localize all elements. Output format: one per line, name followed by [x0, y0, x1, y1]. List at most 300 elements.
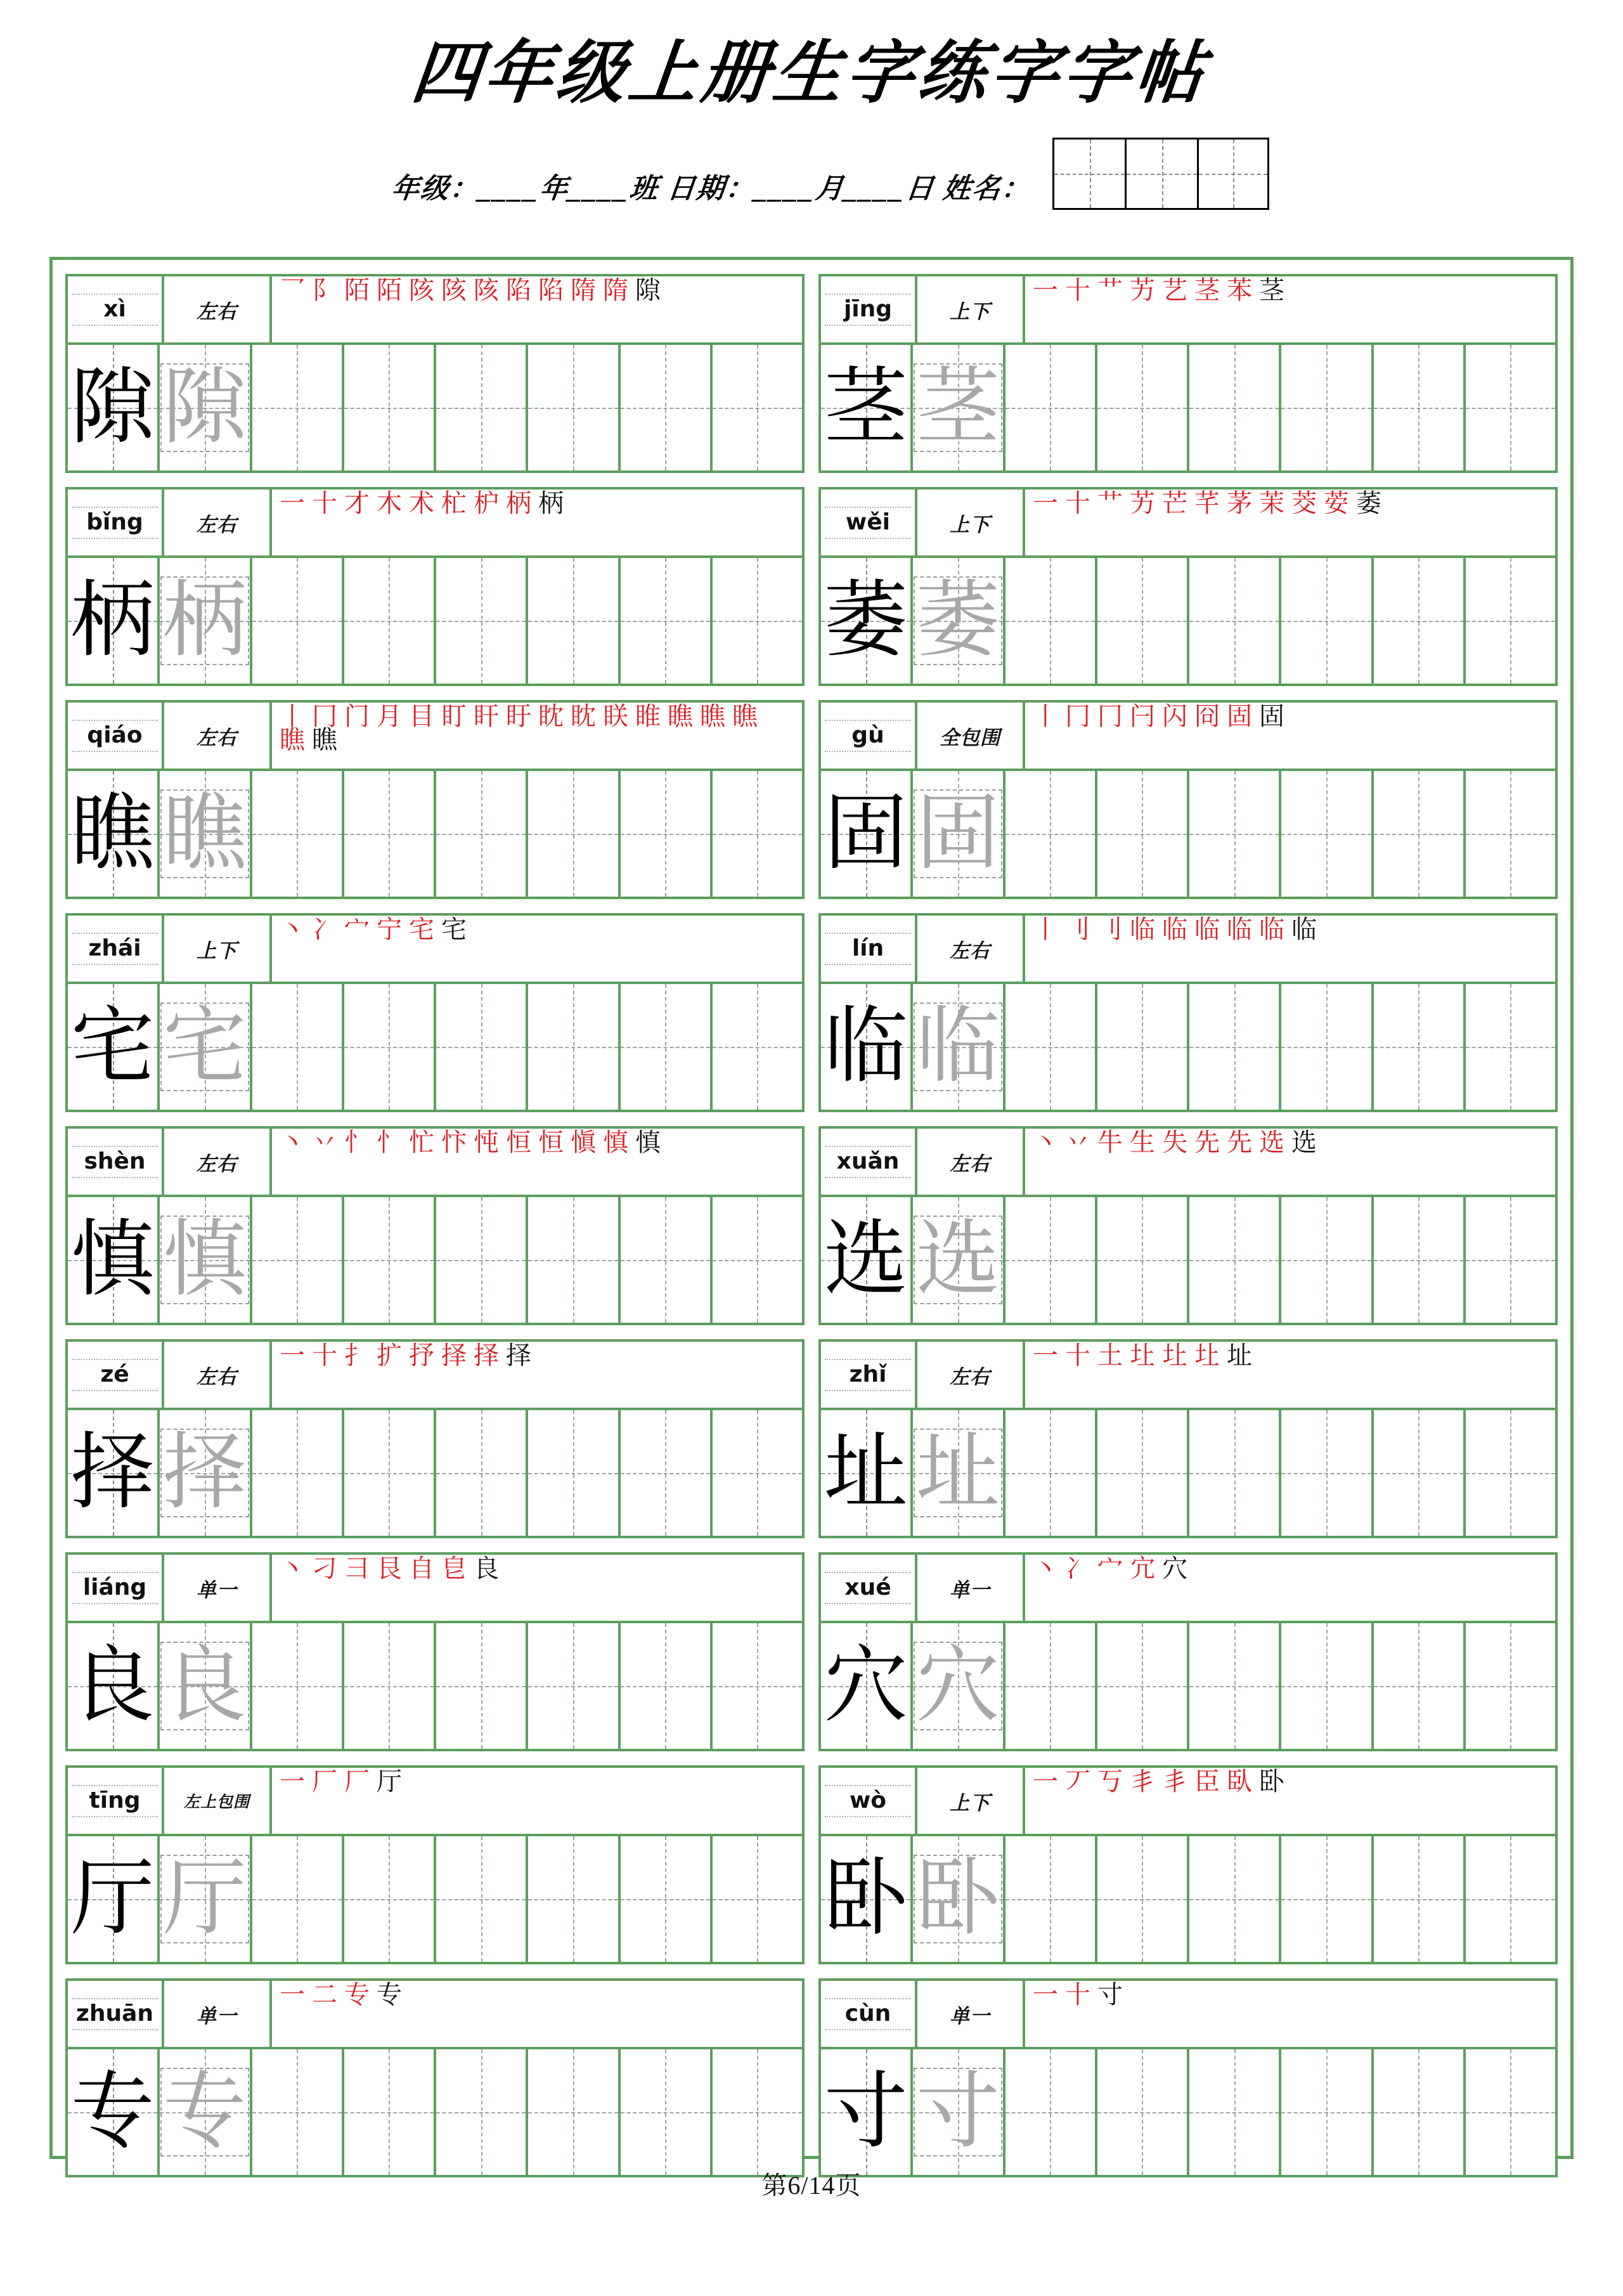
cell-guide-horizontal: [1466, 1260, 1555, 1261]
blank-practice-cell[interactable]: [252, 1623, 344, 1749]
stroke-step: 盱: [506, 703, 531, 730]
model-character: 临: [824, 1000, 908, 1093]
stroke-order-cell: [272, 1555, 802, 1621]
trace-character-cell[interactable]: [913, 984, 1005, 1110]
model-character-cell: [68, 2049, 160, 2175]
blank-practice-cell[interactable]: [713, 558, 802, 684]
trace-character-cell[interactable]: [160, 2049, 252, 2175]
blank-practice-cell[interactable]: [1005, 984, 1097, 1110]
cell-guide-horizontal: [1189, 621, 1279, 622]
cell-guide-horizontal: [1466, 621, 1555, 622]
cell-guide-vertical: [1326, 1836, 1328, 1962]
pinyin-guide-line: [72, 294, 158, 295]
blank-practice-cell[interactable]: [1005, 1623, 1097, 1749]
pinyin-text: xì: [103, 296, 126, 322]
model-character: 寸: [824, 2065, 908, 2158]
practice-row: [821, 1410, 1555, 1536]
blank-practice-cell[interactable]: [1097, 1623, 1189, 1749]
cell-guide-vertical: [1142, 345, 1143, 470]
trace-character-cell[interactable]: [913, 1197, 1005, 1323]
stroke-step: 丆: [1065, 1768, 1090, 1796]
cell-guide-horizontal: [252, 2112, 342, 2113]
character-header: [821, 1342, 1555, 1410]
stroke-step: 丶: [1033, 1555, 1058, 1583]
pinyin-text: wěi: [845, 509, 890, 535]
cell-guide-vertical: [389, 771, 390, 897]
cell-guide-vertical: [297, 1197, 298, 1323]
trace-character: 选: [915, 1213, 1000, 1306]
stroke-step: 忄: [377, 1129, 402, 1157]
blank-practice-cell[interactable]: [1097, 984, 1189, 1110]
blank-practice-cell[interactable]: [713, 1836, 802, 1962]
blank-practice-cell[interactable]: [621, 558, 713, 684]
cell-guide-horizontal: [1466, 1899, 1555, 1900]
stroke-step: 临: [1194, 916, 1220, 944]
blank-practice-cell[interactable]: [1097, 558, 1189, 684]
blank-practice-cell[interactable]: [1097, 1197, 1189, 1323]
model-character: 址: [824, 1426, 908, 1519]
trace-character: 慎: [162, 1213, 247, 1306]
stroke-step: 瞧: [700, 703, 725, 730]
cell-guide-vertical: [1050, 1836, 1051, 1962]
pinyin-guide-line: [825, 1816, 911, 1817]
blank-practice-cell[interactable]: [252, 558, 344, 684]
cell-guide-horizontal: [1466, 1473, 1555, 1474]
blank-practice-cell[interactable]: [1281, 1410, 1373, 1536]
stroke-step: 陔: [441, 276, 467, 304]
blank-practice-cell[interactable]: [1189, 984, 1281, 1110]
cell-guide-vertical: [1510, 2049, 1511, 2175]
blank-practice-cell[interactable]: [1005, 2049, 1097, 2175]
trace-character-cell[interactable]: [160, 1410, 252, 1536]
blank-practice-cell[interactable]: [1466, 771, 1555, 897]
cell-guide-vertical: [1050, 1410, 1051, 1536]
blank-practice-cell[interactable]: [436, 771, 528, 897]
blank-practice-cell[interactable]: [1374, 1410, 1466, 1536]
stroke-step: 茭: [1291, 490, 1317, 517]
blank-practice-cell[interactable]: [1281, 1623, 1373, 1749]
cell-guide-vertical: [1142, 1197, 1143, 1323]
blank-practice-cell[interactable]: [1097, 1410, 1189, 1536]
blank-practice-cell[interactable]: [1281, 984, 1373, 1110]
blank-practice-cell[interactable]: [1189, 2049, 1281, 2175]
stroke-step: 术: [409, 490, 434, 517]
model-character-cell: [821, 1623, 913, 1749]
cell-guide-horizontal: [1281, 834, 1371, 835]
structure-label: 左上包围: [164, 1768, 272, 1834]
blank-practice-cell[interactable]: [1281, 1836, 1373, 1962]
stroke-step: 陌: [344, 276, 370, 304]
blank-practice-cell[interactable]: [621, 2049, 713, 2175]
stroke-order-cell: [1025, 1981, 1555, 2047]
blank-practice-cell[interactable]: [1281, 558, 1373, 684]
pinyin-text: qiáo: [87, 722, 143, 748]
blank-practice-cell[interactable]: [1374, 1197, 1466, 1323]
cell-guide-horizontal: [621, 2112, 710, 2113]
blank-practice-cell[interactable]: [1189, 1410, 1281, 1536]
blank-practice-cell[interactable]: [528, 345, 620, 470]
blank-practice-cell[interactable]: [713, 1410, 802, 1536]
blank-practice-cell[interactable]: [1374, 345, 1466, 470]
trace-character-cell[interactable]: [160, 558, 252, 684]
cell-guide-vertical: [1418, 1623, 1419, 1749]
cell-guide-horizontal: [436, 1047, 526, 1048]
cell-guide-vertical: [389, 1410, 390, 1536]
practice-row: [68, 984, 802, 1110]
trace-character-cell[interactable]: [160, 984, 252, 1110]
stroke-step: 十: [1065, 1981, 1090, 2009]
pinyin-guide-line: [72, 1146, 158, 1147]
stroke-step: 一: [1033, 1981, 1058, 2009]
trace-character-cell[interactable]: [913, 558, 1005, 684]
blank-practice-cell[interactable]: [621, 1836, 713, 1962]
stroke-step: 固: [1227, 703, 1252, 730]
blank-practice-cell[interactable]: [1466, 1623, 1555, 1749]
trace-character-cell[interactable]: [160, 1623, 252, 1749]
practice-row: [68, 2049, 802, 2175]
name-grid-cell[interactable]: [1052, 138, 1125, 210]
blank-practice-cell[interactable]: [344, 345, 436, 470]
stroke-step: 冫: [1065, 1555, 1090, 1583]
blank-practice-cell[interactable]: [1281, 771, 1373, 897]
model-character: 穴: [824, 1639, 908, 1732]
worksheet-frame: [49, 257, 1574, 2159]
stroke-order-cell: [272, 1981, 802, 2047]
cell-guide-vertical: [757, 984, 758, 1110]
trace-character-cell[interactable]: [160, 1836, 252, 1962]
character-row-厅: [65, 1765, 805, 1964]
stroke-order-cell: [272, 276, 802, 342]
blank-practice-cell[interactable]: [1189, 771, 1281, 897]
blank-practice-cell[interactable]: [1281, 345, 1373, 470]
cell-guide-horizontal: [528, 1260, 618, 1261]
blank-practice-cell[interactable]: [344, 2049, 436, 2175]
blank-practice-cell[interactable]: [1466, 1836, 1555, 1962]
cell-guide-horizontal: [252, 1899, 342, 1900]
pinyin-guide-line: [72, 1998, 158, 1999]
blank-practice-cell[interactable]: [1281, 2049, 1373, 2175]
cell-guide-vertical: [1234, 1197, 1236, 1323]
blank-practice-cell[interactable]: [344, 1623, 436, 1749]
trace-character: 厅: [162, 1852, 247, 1945]
blank-practice-cell[interactable]: [252, 2049, 344, 2175]
blank-practice-cell[interactable]: [1281, 1197, 1373, 1323]
blank-practice-cell[interactable]: [1374, 1836, 1466, 1962]
trace-character-cell[interactable]: [913, 771, 1005, 897]
model-character: 瞧: [70, 787, 155, 880]
blank-practice-cell[interactable]: [528, 1197, 620, 1323]
blank-practice-cell[interactable]: [436, 558, 528, 684]
stroke-step: 苯: [1227, 276, 1252, 304]
practice-row: [68, 345, 802, 470]
blank-practice-cell[interactable]: [344, 1836, 436, 1962]
blank-practice-cell[interactable]: [344, 558, 436, 684]
blank-practice-cell[interactable]: [252, 1836, 344, 1962]
cell-guide-vertical: [389, 345, 390, 470]
character-row-穴: [818, 1552, 1558, 1751]
blank-practice-cell[interactable]: [252, 1410, 344, 1536]
character-header: [68, 703, 802, 771]
structure-label: 全包围: [917, 703, 1025, 769]
cell-guide-horizontal: [344, 1686, 434, 1687]
practice-row: [821, 1623, 1555, 1749]
blank-practice-cell[interactable]: [621, 984, 713, 1110]
blank-practice-cell[interactable]: [713, 984, 802, 1110]
cell-guide-horizontal: [621, 1686, 710, 1687]
stroke-step: 冂: [1097, 703, 1123, 730]
blank-practice-cell[interactable]: [1005, 558, 1097, 684]
blank-practice-cell[interactable]: [1374, 1623, 1466, 1749]
blank-practice-cell[interactable]: [252, 1197, 344, 1323]
stroke-step: 艻: [1130, 490, 1155, 517]
model-character: 择: [70, 1426, 155, 1519]
cell-guide-vertical: [1050, 558, 1051, 684]
trace-character-cell[interactable]: [913, 1836, 1005, 1962]
pinyin-cell: [68, 1768, 164, 1834]
trace-character: 址: [915, 1426, 1000, 1519]
cell-guide-vertical: [573, 1197, 574, 1323]
blank-practice-cell[interactable]: [1374, 2049, 1466, 2175]
blank-practice-cell[interactable]: [1189, 1623, 1281, 1749]
blank-practice-cell[interactable]: [1466, 345, 1555, 470]
blank-practice-cell[interactable]: [621, 345, 713, 470]
trace-character: 专: [162, 2065, 247, 2158]
trace-character-cell[interactable]: [913, 1410, 1005, 1536]
structure-label: 单一: [917, 1981, 1025, 2047]
blank-practice-cell[interactable]: [1189, 1836, 1281, 1962]
stroke-step: 一: [1033, 490, 1058, 517]
structure-label: 左右: [164, 703, 272, 769]
blank-practice-cell[interactable]: [528, 1836, 620, 1962]
page-title: 四年级上册生字练字字帖: [408, 36, 1212, 112]
trace-character: 柄: [162, 574, 247, 667]
cell-guide-horizontal: [1005, 408, 1095, 409]
cell-guide-vertical: [1510, 984, 1511, 1110]
blank-practice-cell[interactable]: [436, 1836, 528, 1962]
blank-practice-cell[interactable]: [528, 771, 620, 897]
blank-practice-cell[interactable]: [344, 771, 436, 897]
model-character-cell: [821, 1197, 913, 1323]
stroke-step: 瞧: [732, 703, 758, 730]
stroke-step: 十: [312, 490, 337, 517]
blank-practice-cell[interactable]: [344, 1197, 436, 1323]
blank-practice-cell[interactable]: [1005, 345, 1097, 470]
blank-practice-cell[interactable]: [1189, 345, 1281, 470]
blank-practice-cell[interactable]: [713, 2049, 802, 2175]
blank-practice-cell[interactable]: [1374, 984, 1466, 1110]
stroke-step: 丶: [1033, 1129, 1058, 1157]
blank-practice-cell[interactable]: [1005, 1410, 1097, 1536]
blank-practice-cell[interactable]: [1097, 2049, 1189, 2175]
cell-guide-horizontal: [1374, 1047, 1463, 1048]
cell-guide-horizontal: [1374, 408, 1463, 409]
blank-practice-cell[interactable]: [252, 771, 344, 897]
character-header: [68, 1768, 802, 1836]
stroke-order-cell: [1025, 490, 1555, 555]
blank-practice-cell[interactable]: [1466, 1197, 1555, 1323]
structure-label: 单一: [164, 1981, 272, 2047]
blank-practice-cell[interactable]: [1189, 1197, 1281, 1323]
blank-practice-cell[interactable]: [713, 1623, 802, 1749]
cell-guide-horizontal: [1281, 2112, 1371, 2113]
blank-practice-cell[interactable]: [436, 984, 528, 1110]
character-row-慎: [65, 1126, 805, 1325]
trace-character-cell[interactable]: [913, 1623, 1005, 1749]
cell-guide-vertical: [757, 1623, 758, 1749]
stroke-step: 宀: [344, 916, 370, 944]
blank-practice-cell[interactable]: [713, 771, 802, 897]
trace-character-cell[interactable]: [913, 345, 1005, 470]
blank-practice-cell[interactable]: [344, 1410, 436, 1536]
blank-practice-cell[interactable]: [252, 345, 344, 470]
cell-guide-horizontal: [1189, 1899, 1279, 1900]
blank-practice-cell[interactable]: [1189, 558, 1281, 684]
pinyin-text: bǐng: [86, 509, 143, 535]
trace-character: 固: [915, 787, 1000, 880]
trace-character: 瞧: [162, 787, 247, 880]
blank-practice-cell[interactable]: [621, 1623, 713, 1749]
model-character-cell: [68, 1836, 160, 1962]
blank-practice-cell[interactable]: [436, 345, 528, 470]
blank-practice-cell[interactable]: [1097, 1836, 1189, 1962]
blank-practice-cell[interactable]: [1097, 345, 1189, 470]
trace-character-cell[interactable]: [913, 2049, 1005, 2175]
stroke-step: 隋: [603, 276, 628, 304]
trace-character: 卧: [915, 1852, 1000, 1945]
cell-guide-horizontal: [1189, 1260, 1279, 1261]
model-character: 茎: [824, 361, 908, 454]
cell-guide-horizontal: [252, 834, 342, 835]
stroke-step: 冂: [1065, 703, 1090, 730]
blank-practice-cell[interactable]: [528, 1623, 620, 1749]
pinyin-cell: [821, 1981, 917, 2047]
blank-practice-cell[interactable]: [1374, 771, 1466, 897]
practice-row: [821, 771, 1555, 897]
cell-guide-horizontal: [713, 1473, 802, 1474]
stroke-step: 愼: [571, 1129, 596, 1157]
blank-practice-cell[interactable]: [1005, 771, 1097, 897]
blank-practice-cell[interactable]: [1466, 2049, 1555, 2175]
stroke-step: 临: [1227, 916, 1252, 944]
structure-label: 左右: [917, 1129, 1025, 1195]
stroke-step: 固: [1259, 703, 1284, 730]
pinyin-guide-line: [825, 294, 911, 295]
cell-guide-horizontal: [1281, 408, 1371, 409]
blank-practice-cell[interactable]: [436, 1623, 528, 1749]
worksheet-column-left: [65, 274, 805, 2177]
stroke-step: 茅: [1227, 490, 1252, 517]
cell-guide-horizontal: [1189, 2112, 1279, 2113]
cell-guide-vertical: [481, 1410, 482, 1536]
blank-practice-cell[interactable]: [621, 1197, 713, 1323]
pinyin-guide-line: [825, 1572, 911, 1573]
stroke-step: 选: [1259, 1129, 1284, 1157]
blank-practice-cell[interactable]: [713, 345, 802, 470]
trace-character-cell[interactable]: [160, 1197, 252, 1323]
stroke-order-cell: [272, 1768, 802, 1834]
cell-guide-vertical: [481, 558, 482, 684]
character-header: [68, 276, 802, 345]
blank-practice-cell[interactable]: [1466, 984, 1555, 1110]
stroke-step: 扌: [344, 1342, 370, 1370]
blank-practice-cell[interactable]: [436, 2049, 528, 2175]
stroke-step: 丂: [1097, 1768, 1123, 1796]
pinyin-guide-line: [72, 1390, 158, 1391]
blank-practice-cell[interactable]: [252, 984, 344, 1110]
model-character: 选: [824, 1213, 908, 1306]
pinyin-text: tīng: [89, 1787, 141, 1813]
blank-practice-cell[interactable]: [1466, 1410, 1555, 1536]
stroke-step: 丨: [1033, 916, 1058, 944]
stroke-step: 先: [1194, 1129, 1220, 1157]
name-grid-cell[interactable]: [1125, 138, 1197, 210]
practice-row: [821, 984, 1555, 1110]
cell-guide-horizontal: [621, 1260, 710, 1261]
blank-practice-cell[interactable]: [1466, 558, 1555, 684]
student-info-line: [0, 138, 1623, 206]
cell-guide-horizontal: [1466, 1686, 1555, 1687]
stroke-step: 刂: [1065, 916, 1090, 944]
stroke-step: 恒: [538, 1129, 564, 1157]
stroke-step: 忙: [409, 1129, 434, 1157]
structure-label: 单一: [917, 1555, 1025, 1621]
stroke-step: 眈: [538, 703, 564, 730]
character-row-瞧: [65, 700, 805, 899]
blank-practice-cell[interactable]: [1374, 558, 1466, 684]
blank-practice-cell[interactable]: [528, 1410, 620, 1536]
pinyin-guide-line: [72, 1603, 158, 1604]
cell-guide-vertical: [1418, 2049, 1419, 2175]
trace-character-cell[interactable]: [160, 771, 252, 897]
pinyin-cell: [68, 916, 164, 982]
character-row-专: [65, 1978, 805, 2177]
blank-practice-cell[interactable]: [344, 984, 436, 1110]
blank-practice-cell[interactable]: [621, 771, 713, 897]
stroke-step: 慎: [603, 1129, 628, 1157]
blank-practice-cell[interactable]: [621, 1410, 713, 1536]
blank-practice-cell[interactable]: [528, 984, 620, 1110]
blank-practice-cell[interactable]: [436, 1197, 528, 1323]
cell-guide-horizontal: [1374, 1899, 1463, 1900]
stroke-step: 丷: [1065, 1129, 1090, 1157]
blank-practice-cell[interactable]: [1097, 771, 1189, 897]
trace-character-cell[interactable]: [160, 345, 252, 470]
pinyin-guide-line: [72, 751, 158, 752]
blank-practice-cell[interactable]: [528, 2049, 620, 2175]
cell-guide-vertical: [757, 2049, 758, 2175]
cell-guide-vertical: [1142, 771, 1143, 897]
stroke-step: 隋: [571, 276, 596, 304]
stroke-step: 闩: [1130, 703, 1155, 730]
cell-guide-vertical: [1050, 2049, 1051, 2175]
blank-practice-cell[interactable]: [1005, 1197, 1097, 1323]
blank-practice-cell[interactable]: [1005, 1836, 1097, 1962]
cell-guide-horizontal: [713, 1047, 802, 1048]
cell-guide-vertical: [573, 1410, 574, 1536]
cell-guide-vertical: [1142, 1836, 1143, 1962]
name-grid-cell[interactable]: [1197, 138, 1269, 210]
cell-guide-horizontal: [344, 834, 434, 835]
structure-label: 上下: [917, 1768, 1025, 1834]
practice-row: [68, 1623, 802, 1749]
trace-character: 隙: [162, 361, 247, 454]
blank-practice-cell[interactable]: [713, 1197, 802, 1323]
pinyin-cell: [68, 276, 164, 342]
cell-guide-vertical: [481, 771, 482, 897]
blank-practice-cell[interactable]: [436, 1410, 528, 1536]
blank-practice-cell[interactable]: [528, 558, 620, 684]
cell-guide-horizontal: [344, 408, 434, 409]
